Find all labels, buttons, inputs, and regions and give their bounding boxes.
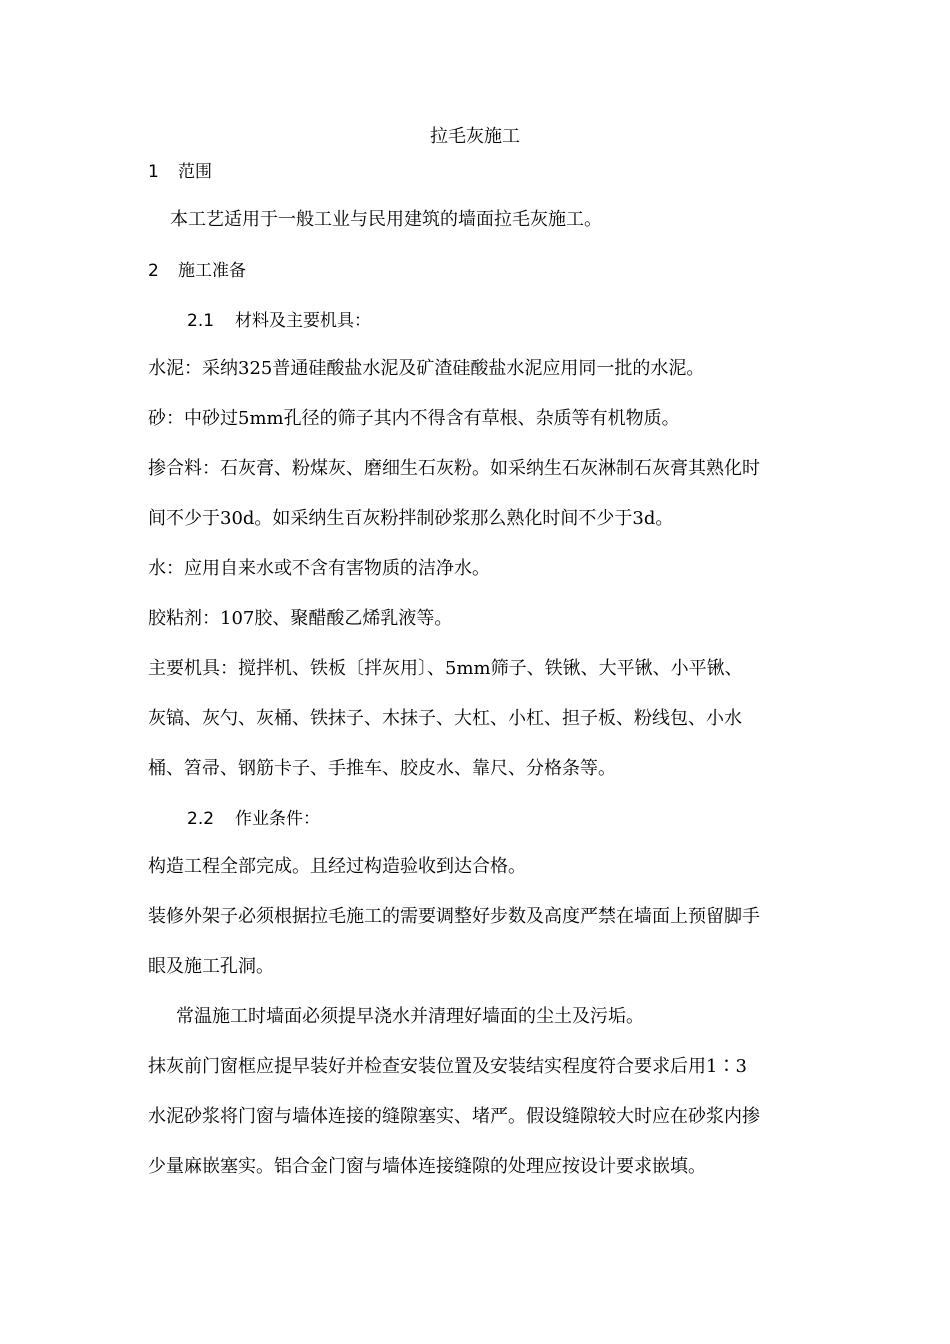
- section-title: 范围: [178, 162, 212, 182]
- paragraph-line: 掺合料：石灰膏、粉煤灰、磨细生石灰粉。如采纳生石灰淋制石灰膏其熟化时: [148, 458, 760, 479]
- section-number: 2: [148, 261, 159, 281]
- paragraph-line: 眼及施工孔洞。: [148, 956, 274, 977]
- subsection-number: 2.1: [187, 311, 215, 331]
- paragraph-line: 主要机具：搅拌机、铁板〔拌灰用〕、5mm筛子、铁锹、大平锹、小平锹、: [148, 658, 743, 679]
- section-2-heading: [148, 259, 246, 283]
- document-title: 拉毛灰施工: [430, 126, 520, 147]
- paragraph-line: 胶粘剂：107胶、聚醋酸乙烯乳液等。: [148, 608, 453, 629]
- subsection-number: 2.2: [187, 809, 215, 829]
- paragraph-line: 抹灰前门窗框应提早装好并检查安装位置及安装结实程度符合要求后用1∶3: [148, 1056, 747, 1077]
- section-number: 1: [148, 162, 159, 182]
- paragraph-line: 水泥砂浆将门窗与墙体连接的缝隙塞实、堵严。假设缝隙较大时应在砂浆内掺: [148, 1106, 760, 1127]
- subsection-2-1-heading: [187, 309, 371, 333]
- subsection-2-2-heading: [187, 807, 320, 831]
- paragraph-line: 少量麻嵌塞实。铝合金门窗与墙体连接缝隙的处理应按设计要求嵌填。: [148, 1156, 706, 1177]
- paragraph-line: 构造工程全部完成。且经过构造验收到达合格。: [148, 856, 526, 877]
- paragraph-line: 间不少于30d。如采纳生百灰粉拌制砂浆那么熟化时间不少于3d。: [148, 508, 674, 529]
- paragraph-line: 装修外架子必须根据拉毛施工的需要调整好步数及高度严禁在墙面上预留脚手: [148, 906, 760, 927]
- paragraph-line: 水：应用自来水或不含有害物质的洁净水。: [148, 558, 490, 579]
- paragraph-line: 水泥：采纳325普通硅酸盐水泥及矿渣硅酸盐水泥应用同一批的水泥。: [148, 358, 705, 379]
- paragraph-line: 灰镐、灰勺、灰桶、铁抹子、木抹子、大杠、小杠、担子板、粉线包、小水: [148, 708, 742, 729]
- section-title: 施工准备: [178, 261, 246, 281]
- subsection-title: 材料及主要机具：: [235, 311, 371, 331]
- paragraph-line: 桶、笤帚、钢筋卡子、手推车、胶皮水、靠尺、分格条等。: [148, 758, 616, 779]
- paragraph-line: 砂：中砂过5mm孔径的筛子其内不得含有草根、杂质等有机物质。: [148, 408, 680, 429]
- section-1-heading: [148, 160, 212, 184]
- section-1-body: 本工艺适用于一般工业与民用建筑的墙面拉毛灰施工。: [170, 209, 602, 230]
- paragraph-line: 常温施工时墙面必须提早浇水并清理好墙面的尘土及污垢。: [176, 1006, 644, 1027]
- subsection-title: 作业条件：: [235, 809, 320, 829]
